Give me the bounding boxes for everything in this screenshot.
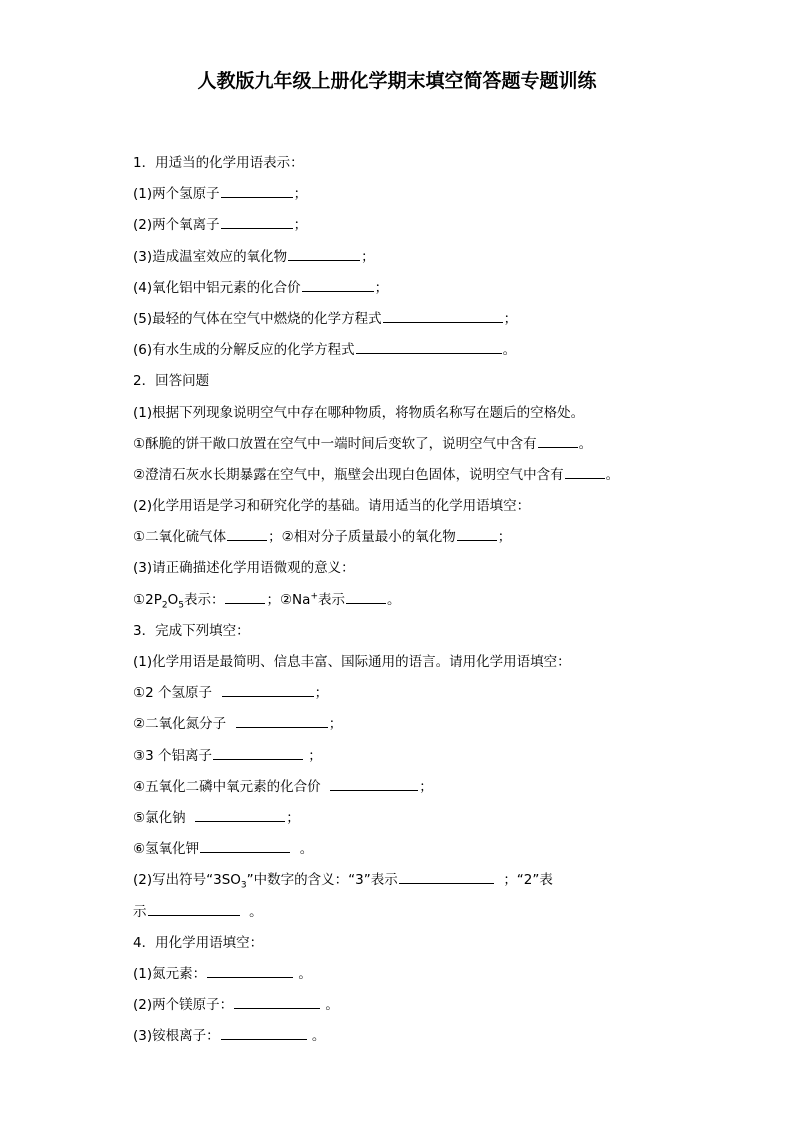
q1-part-6: (6)有水生成的分解反应的化学方程式 。 (133, 335, 693, 366)
q2-part-1: (1)根据下列现象说明空气中存在哪种物质，将物质名称写在题后的空格处。 (133, 404, 585, 421)
answer-blank[interactable] (221, 214, 293, 229)
answer-blank[interactable] (356, 339, 502, 354)
q2-part-1b: ②澄清石灰水长期暴露在空气中，瓶壁会出现白色固体，说明空气中含有 。 (133, 460, 693, 491)
answer-blank[interactable] (234, 994, 320, 1009)
answer-blank[interactable] (200, 838, 290, 853)
page-title: 人教版九年级上册化学期末填空简答题专题训练 (197, 70, 597, 92)
q1-part-2: (2)两个氧离子 ； (133, 210, 693, 241)
answer-blank[interactable] (221, 1025, 307, 1040)
answer-blank[interactable] (213, 745, 303, 760)
q3-part-2: (2)写出符号“$3SO_3$”中数字的含义：“3”表示 ；“2”表 (133, 865, 693, 896)
answer-blank[interactable] (288, 246, 360, 261)
answer-blank[interactable] (302, 277, 374, 292)
q3-part-1f: ⑥氢氧化钾 。 (133, 834, 693, 865)
answer-blank[interactable] (457, 526, 497, 541)
q1-part-4: (4)氧化铝中铝元素的化合价 ； (133, 273, 693, 304)
q3-part-1a: ①2 个氢原子 ； (133, 678, 693, 709)
q3-part-2-cont: 示 。 (133, 897, 693, 928)
q3-part-1d: ④五氧化二磷中氧元素的化合价 ； (133, 772, 693, 803)
answer-blank[interactable] (148, 901, 240, 916)
answer-blank[interactable] (227, 526, 267, 541)
q2-stem: 2．回答问题 (133, 373, 210, 390)
question-content (133, 148, 693, 1052)
answer-blank[interactable] (207, 963, 293, 978)
answer-blank[interactable] (221, 183, 293, 198)
q3-stem: 3．完成下列填空： (133, 622, 250, 639)
answer-blank[interactable] (538, 433, 578, 448)
q1-part-3: (3)造成温室效应的氧化物 ； (133, 242, 693, 273)
q3-part-1: (1)化学用语是最简明、信息丰富、国际通用的语言。请用化学用语填空： (133, 654, 571, 670)
answer-blank[interactable] (236, 713, 328, 728)
q3-part-1e: ⑤氯化钠 ； (133, 803, 693, 834)
q2-part-1a: ①酥脆的饼干敞口放置在空气中一端时间后变软了，说明空气中含有 。 (133, 429, 693, 460)
q2-part-3: (3)请正确描述化学用语微观的意义： (133, 560, 355, 577)
q4-stem: 4．用化学用语填空： (133, 934, 264, 951)
q1-part-1: (1)两个氢原子 ； (133, 179, 693, 210)
answer-blank[interactable] (383, 308, 503, 323)
q4-part-2: (2)两个镁原子： 。 (133, 990, 693, 1021)
q1-stem: 1．用适当的化学用语表示： (133, 155, 304, 171)
answer-blank[interactable] (565, 464, 605, 479)
q2-part-2: (2)化学用语是学习和研究化学的基础。请用适当的化学用语填空： (133, 498, 531, 515)
q4-part-1: (1)氮元素： 。 (133, 959, 693, 990)
answer-blank[interactable] (195, 807, 285, 822)
answer-blank[interactable] (225, 589, 265, 604)
answer-blank[interactable] (346, 589, 386, 604)
q4-part-3: (3)铵根离子： 。 (133, 1021, 693, 1052)
answer-blank[interactable] (222, 682, 314, 697)
q3-part-1c: ③3 个铝离子 ； (133, 741, 693, 772)
q3-part-1b: ②二氧化氮分子 ； (133, 709, 693, 740)
q2-part-3ab: $①2P_2O_5$表示： ；②Na+表示 。 (133, 585, 693, 616)
q2-part-2ab: ①二氧化硫气体 ；②相对分子质量最小的氧化物 ； (133, 522, 693, 553)
answer-blank[interactable] (399, 869, 494, 884)
answer-blank[interactable] (330, 776, 418, 791)
q1-part-5: (5)最轻的气体在空气中燃烧的化学方程式 ； (133, 304, 693, 335)
